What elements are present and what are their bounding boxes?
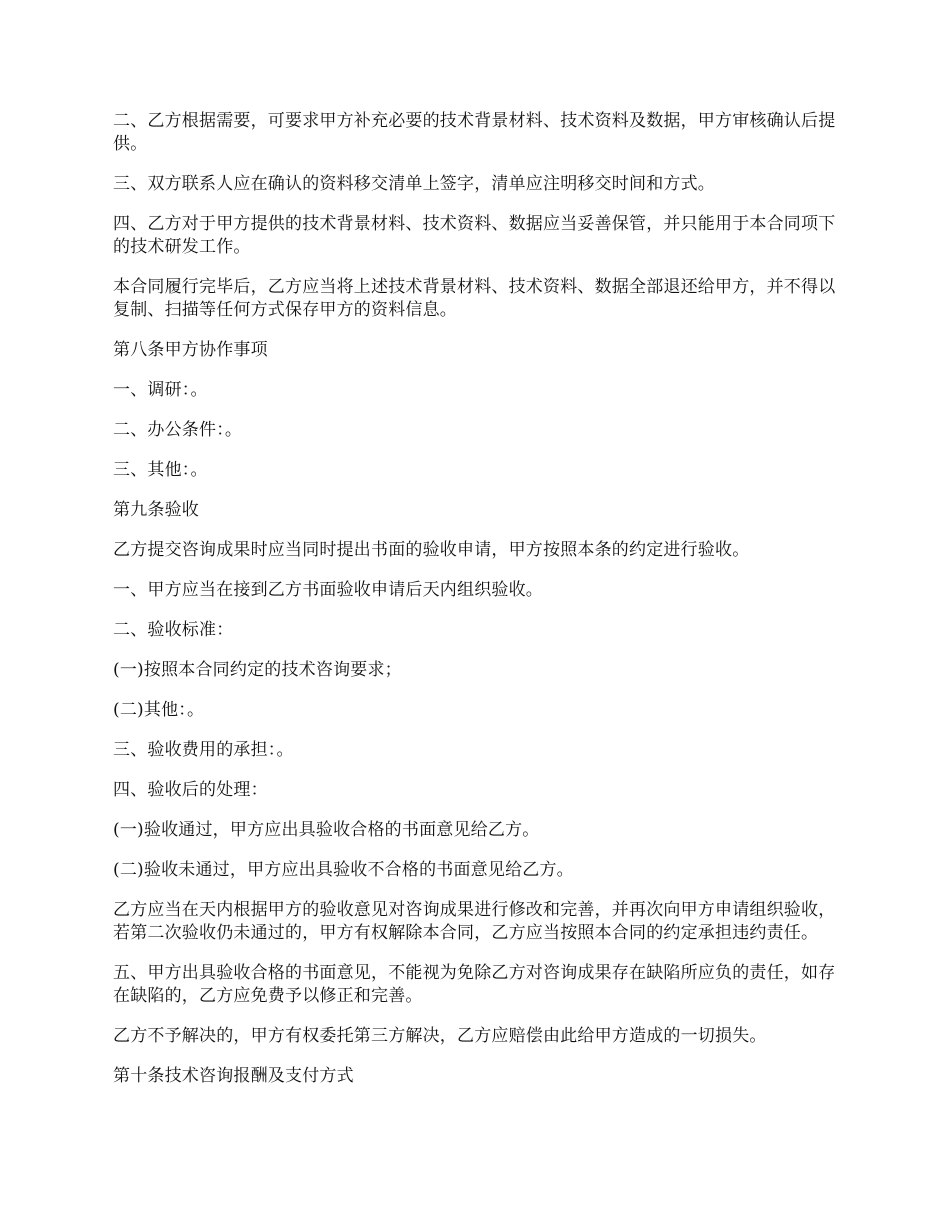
paragraph-return-materials: 本合同履行完毕后，乙方应当将上述技术背景材料、技术资料、数据全部退还给甲方，并不得以复制、扫描等任何方式保存甲方的资料信息。 bbox=[113, 277, 836, 320]
paragraph-after-acceptance: 四、验收后的处理： bbox=[113, 780, 268, 800]
heading-article-10: 第十条技术咨询报酬及支付方式 bbox=[113, 1066, 354, 1086]
paragraph-defect-liability: 五、甲方出具验收合格的书面意见，不能视为免除乙方对咨询成果存在缺陷所应负的责任，如存在缺陷的，乙方应免费予以修正和完善。 bbox=[113, 963, 836, 1006]
paragraph-accepted: (一)验收通过，甲方应出具验收合格的书面意见给乙方。 bbox=[113, 820, 540, 840]
paragraph-other: 三、其他：。 bbox=[113, 460, 208, 480]
paragraph-research: 一、调研：。 bbox=[113, 380, 208, 400]
paragraph-not-accepted: (二)验收未通过，甲方应出具验收不合格的书面意见给乙方。 bbox=[113, 860, 574, 880]
paragraph-acceptance-standard: 二、验收标准： bbox=[113, 620, 234, 640]
paragraph-supplement-materials: 二、乙方根据需要，可要求甲方补充必要的技术背景材料、技术资料及数据，甲方审核确认后提供。 bbox=[113, 111, 836, 154]
paragraph-organize-acceptance: 一、甲方应当在接到乙方书面验收申请后天内组织验收。 bbox=[113, 580, 543, 600]
paragraph-third-party: 乙方不予解决的，甲方有权委托第三方解决，乙方应赔偿由此给甲方造成的一切损失。 bbox=[113, 1026, 767, 1046]
paragraph-transfer-list: 三、双方联系人应在确认的资料移交清单上签字，清单应注明移交时间和方式。 bbox=[113, 174, 715, 194]
paragraph-office-conditions: 二、办公条件：。 bbox=[113, 420, 243, 440]
paragraph-acceptance-cost: 三、验收费用的承担：。 bbox=[113, 740, 294, 760]
paragraph-acceptance-application: 乙方提交咨询成果时应当同时提出书面的验收申请，甲方按照本条的约定进行验收。 bbox=[113, 540, 750, 560]
paragraph-safekeeping: 四、乙方对于甲方提供的技术背景材料、技术资料、数据应当妥善保管，并只能用于本合同项下的技术研发工作。 bbox=[113, 214, 836, 257]
paragraph-standard-other: (二)其他：。 bbox=[113, 700, 205, 720]
heading-article-9: 第九条验收 bbox=[113, 500, 199, 520]
paragraph-standard-requirements: (一)按照本合同约定的技术咨询要求； bbox=[113, 660, 402, 680]
heading-article-8: 第八条甲方协作事项 bbox=[113, 340, 268, 360]
document-body bbox=[113, 110, 843, 1105]
paragraph-revision: 乙方应当在天内根据甲方的验收意见对咨询成果进行修改和完善，并再次向甲方申请组织验收，若第二次验收仍未通过的，甲方有权解除本合同，乙方应当按照本合同的约定承担违约责任。 bbox=[113, 900, 836, 943]
